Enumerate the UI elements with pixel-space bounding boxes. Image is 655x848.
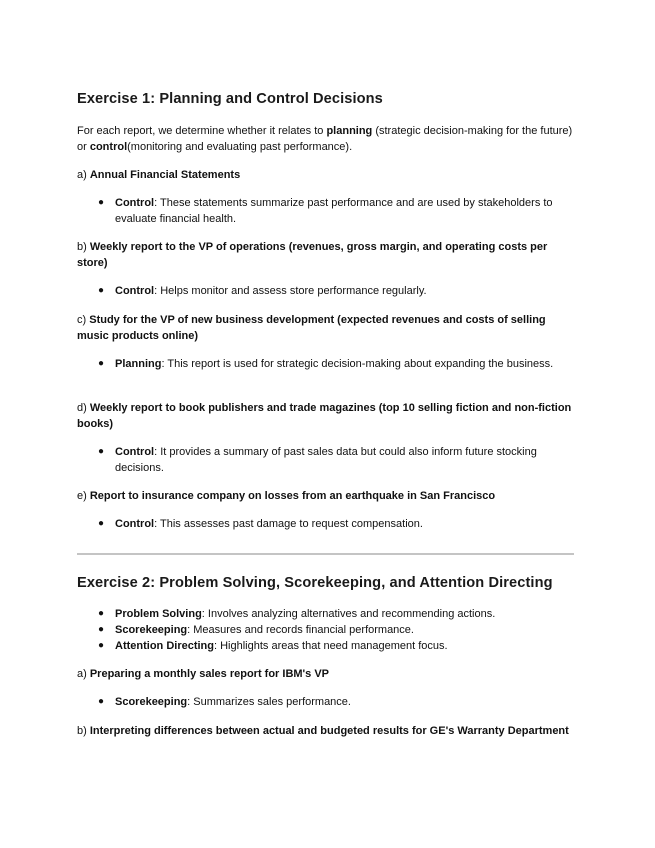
exercise-2-title: Exercise 2: Problem Solving, Scorekeeping, and Attention Directing [77, 575, 553, 591]
ex1-item-d-bullet: ● Control: It provides a summary of past sales data but could also inform future stocking decisions. [98, 446, 537, 474]
bullet-icon: ● [98, 608, 105, 619]
ex2-item-a-heading: a) Preparing a monthly sales report for IBM's VP [77, 668, 330, 680]
definition-problem-solving: ● Problem Solving: Involves analyzing alternatives and recommending actions. [98, 608, 496, 620]
bullet-icon: ● [98, 696, 105, 707]
ex1-item-c-bullet: ● Planning: This report is used for strategic decision-making about expanding the business. [98, 358, 554, 370]
definition-attention-directing: ● Attention Directing: Highlights areas that need management focus. [98, 640, 448, 652]
ex1-item-d-heading: d) Weekly report to book publishers and trade magazines (top 10 selling fiction and non-fiction books) [77, 402, 572, 430]
ex1-item-a-heading: a) Annual Financial Statements [77, 169, 241, 181]
planning-term: planning [326, 125, 373, 137]
ex2-item-a-bullet: ● Scorekeeping: Summarizes sales performance. [98, 696, 351, 708]
definition-scorekeeping: ● Scorekeeping: Measures and records financial performance. [98, 624, 414, 636]
bullet-icon: ● [98, 446, 105, 457]
bullet-icon: ● [98, 518, 105, 529]
exercise-1-title: Exercise 1: Planning and Control Decisions [77, 91, 383, 107]
ex1-item-b-heading: b) Weekly report to the VP of operations (revenues, gross margin, and operating costs per store) [77, 241, 548, 269]
section-divider [77, 553, 574, 555]
bullet-icon: ● [98, 197, 105, 208]
ex1-item-a-bullet: ● Control: These statements summarize past performance and are used by stakeholders to evaluate financial health. [98, 197, 553, 225]
ex1-item-b-bullet: ● Control: Helps monitor and assess store performance regularly. [98, 285, 427, 297]
ex2-item-b-heading: b) Interpreting differences between actual and budgeted results for GE's Warranty Department [77, 725, 569, 737]
exercise-1-intro: For each report, we determine whether it relates to planning (strategic decision-making for the future) or control(monitoring and evaluating past performance). [77, 125, 573, 153]
ex1-item-c-heading: c) Study for the VP of new business development (expected revenues and costs of selling music products online) [77, 314, 546, 342]
bullet-icon: ● [98, 624, 105, 635]
bullet-icon: ● [98, 285, 105, 296]
ex1-item-e-bullet: ● Control: This assesses past damage to request compensation. [98, 518, 423, 530]
bullet-icon: ● [98, 358, 105, 369]
bullet-icon: ● [98, 640, 105, 651]
control-term: control [89, 141, 128, 153]
ex1-item-e-heading: e) Report to insurance company on losses from an earthquake in San Francisco [77, 490, 496, 502]
